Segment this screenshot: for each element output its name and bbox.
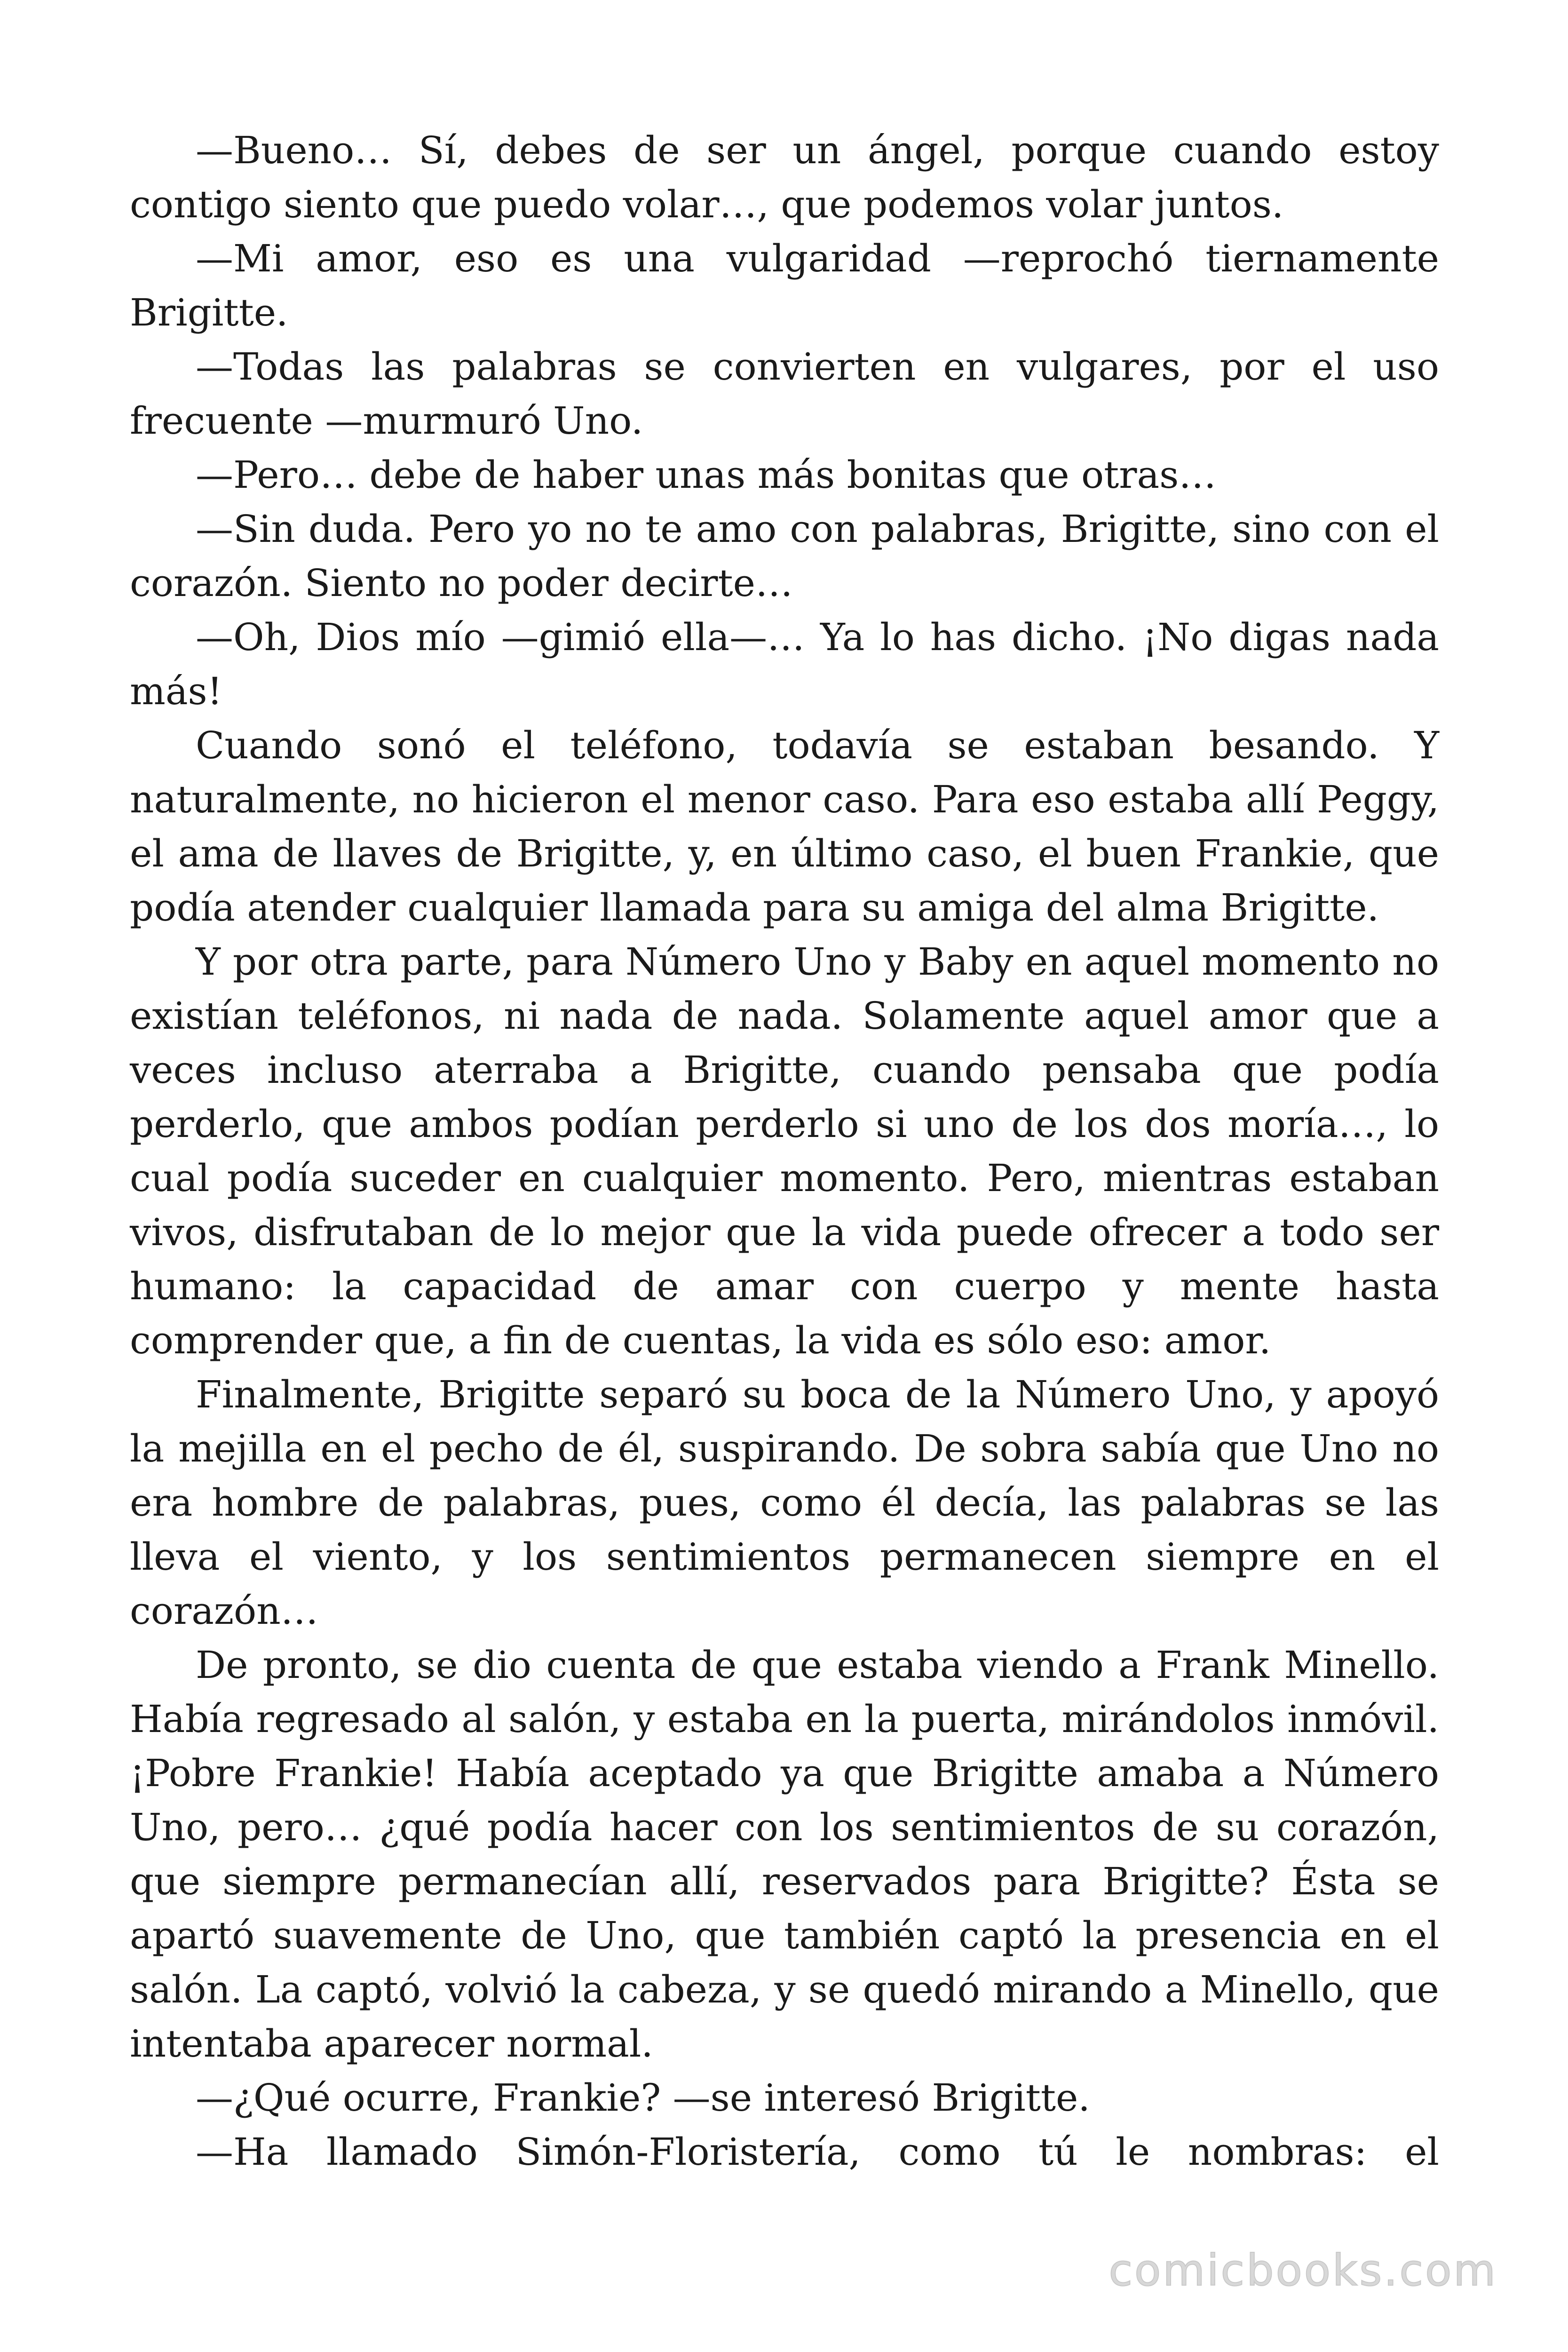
paragraph: Cuando sonó el teléfono, todavía se estaban besando. Y naturalmente, no hicieron el menor caso. Para eso estaba allí Peggy, el ama de llaves de Brigitte, y, en último caso, el buen Frankie, que podía atender cualquier llamada para su amiga del alma Brigitte. [130, 723, 1439, 930]
paragraph: —Oh, Dios mío —gimió ella—… Ya lo has dicho. ¡No digas nada más! [130, 615, 1439, 713]
site-watermark: comicbooks.com [1109, 2245, 1497, 2296]
paragraph: —Ha llamado Simón-Floristería, como tú le nombras: el [196, 2130, 1439, 2174]
paragraph: Finalmente, Brigitte separó su boca de la Número Uno, y apoyó la mejilla en el pecho de él, suspirando. De sobra sabía que Uno no era hombre de palabras, pues, como él decía, las palabras se las lleva el viento, y los sentimientos permanecen siempre en el corazón… [130, 1373, 1439, 1633]
paragraph: De pronto, se dio cuenta de que estaba viendo a Frank Minello. Había regresado al salón, y estaba en la puerta, mirándolos inmóvil. ¡Pobre Frankie! Había aceptado ya que Brigitte amaba a Número Uno, pero… ¿qué podía hacer con los sentimientos de su corazón, que siempre permanecían allí, reservados para Brigitte? Ésta se apartó suavemente de Uno, que también captó la presencia en el salón. La captó, volvió la cabeza, y se quedó mirando a Minello, que intentaba aparecer normal. [130, 1643, 1439, 2066]
paragraph: —Mi amor, eso es una vulgaridad —reprochó tiernamente Brigitte. [130, 237, 1439, 334]
paragraph: —Bueno… Sí, debes de ser un ángel, porque cuando estoy contigo siento que puedo volar…, que podemos volar juntos. [130, 128, 1439, 226]
paragraph: —Sin duda. Pero yo no te amo con palabras, Brigitte, sino con el corazón. Siento no poder decirte… [130, 507, 1439, 605]
paragraph: —Pero… debe de haber unas más bonitas que otras… [196, 453, 1217, 497]
paragraph: —¿Qué ocurre, Frankie? —se interesó Brigitte. [196, 2076, 1090, 2120]
page-body-text [130, 123, 1439, 2179]
paragraph: Y por otra parte, para Número Uno y Baby en aquel momento no existían teléfonos, ni nada de nada. Solamente aquel amor que a veces incluso aterraba a Brigitte, cuando pensaba que podía perderlo, que ambos podían perderlo si uno de los dos moría…, lo cual podía suceder en cualquier momento. Pero, mientras estaban vivos, disfrutaban de lo mejor que la vida puede ofrecer a todo ser humano: la capacidad de amar con cuerpo y mente hasta comprender que, a fin de cuentas, la vida es sólo eso: amor. [130, 940, 1439, 1362]
paragraph: —Todas las palabras se convierten en vulgares, por el uso frecuente —murmuró Uno. [130, 345, 1439, 443]
